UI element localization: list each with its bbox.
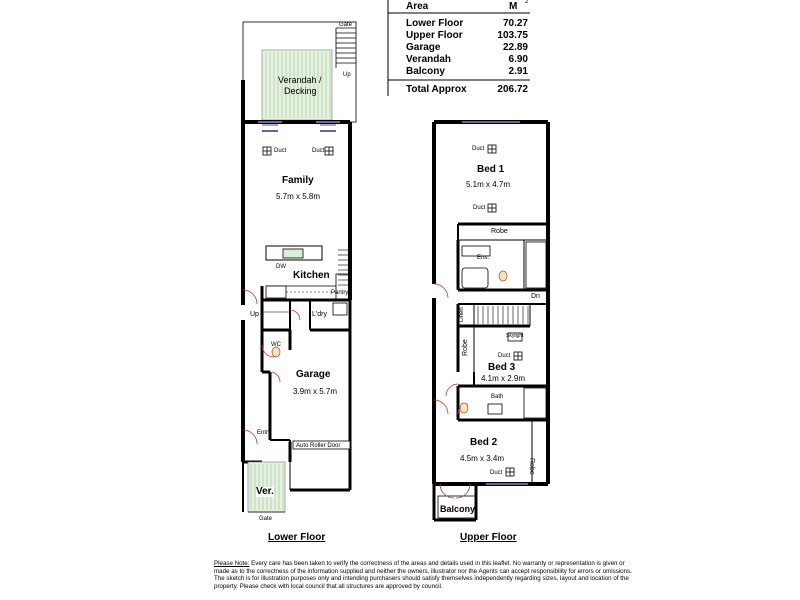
area-row-balcony [398, 66, 528, 78]
label-bed1-dims: 5.1m x 4.7m [466, 180, 511, 189]
area-row-total [398, 84, 528, 96]
label-duct-left: Duct [274, 148, 287, 154]
verandah-deck [262, 50, 332, 120]
label-bed3-dims: 4.1m x 2.9m [481, 374, 526, 383]
label-family-dims: 5.7m x 5.8m [276, 192, 321, 201]
area-row-name: Garage [406, 42, 441, 53]
unit-header: M [509, 1, 518, 12]
label-bed3: Bed 3 [488, 362, 516, 373]
area-row-upper-floor [398, 30, 528, 42]
area-total-label: Total Approx [406, 84, 467, 95]
label-ensuite: Ens. [477, 255, 490, 261]
caption-lower-floor: Lower Floor [268, 532, 326, 543]
note-heading: Please Note: [214, 560, 250, 567]
label-family: Family [282, 175, 314, 186]
label-gate-top: Gate [339, 22, 353, 28]
label-gate-bottom: Gate [259, 516, 273, 522]
label-bath: Bath [491, 394, 504, 400]
disclaimer-note [214, 560, 634, 590]
area-row-garage [398, 42, 528, 54]
label-bed1: Bed 1 [477, 164, 505, 175]
area-total-value: 206.72 [497, 84, 528, 95]
label-garage-dims: 3.9m x 5.7m [293, 387, 338, 396]
area-row-lower-floor [398, 18, 528, 30]
label-pantry: Pantry [331, 290, 349, 296]
label-roller-door: Auto Roller Door [296, 443, 341, 449]
note-text: Every care has been taken to verify the correctness of the areas and details used in this leaflet. No warranty or representation is given or made as to the correctness of the information supplied and neither the owners, illustrator nor the Agents can accept responsibility for errors or omissions. The sketch is for illustration purposes only and intending purchasers should satisfy themselves independently regarding sizes, layout and location of the property. Please check with local council that all structures are approved by council. [214, 560, 632, 590]
label-robe-right: Robe [528, 458, 535, 475]
area-row-name: Balcony [406, 66, 445, 77]
label-duct-bed2: Duct [490, 470, 503, 476]
label-decking: Decking [284, 86, 317, 96]
area-row-value: 103.75 [497, 30, 528, 41]
label-kitchen: Kitchen [293, 270, 330, 281]
label-duct-bed1-top: Duct [472, 146, 485, 152]
label-dn: Dn [531, 293, 540, 300]
label-linen: Linen [459, 307, 465, 322]
unit-superscript: 2 [525, 0, 529, 5]
label-balcony: Balcony [440, 504, 476, 514]
label-ver: Ver. [256, 486, 274, 497]
label-dw: DW [276, 264, 286, 270]
label-verandah: Verandah / [278, 75, 322, 85]
stairs-top [336, 28, 356, 68]
label-entry: Entry [257, 430, 272, 436]
label-bed2-dims: 4.5m x 3.4m [460, 454, 505, 463]
label-bed2: Bed 2 [470, 437, 498, 448]
area-row-name: Verandah [406, 54, 452, 65]
caption-upper-floor: Upper Floor [460, 532, 517, 543]
label-up-stairs-top: Up [343, 72, 351, 78]
label-duct-bed3: Duct [498, 353, 511, 359]
area-row-value: 2.91 [508, 66, 528, 77]
area-row-value: 22.89 [502, 42, 528, 53]
label-robe-top: Robe [491, 228, 508, 235]
area-header: Area [406, 1, 429, 12]
label-robe-left: Robe [462, 339, 469, 356]
area-row-value: 70.27 [502, 18, 528, 29]
area-row-verandah [398, 54, 528, 66]
area-row-value: 6.90 [508, 54, 528, 65]
area-row-name: Upper Floor [406, 30, 463, 41]
label-garage: Garage [296, 369, 331, 380]
label-duct-bed1-bottom: Duct [473, 205, 486, 211]
label-laundry: L'dry [312, 311, 327, 318]
label-wc: WC [271, 342, 281, 348]
label-skylight: Skylight [506, 333, 524, 339]
area-row-name: Lower Floor [406, 18, 464, 29]
label-up-hall: Up [250, 311, 259, 318]
label-duct-right: Duct [312, 148, 325, 154]
